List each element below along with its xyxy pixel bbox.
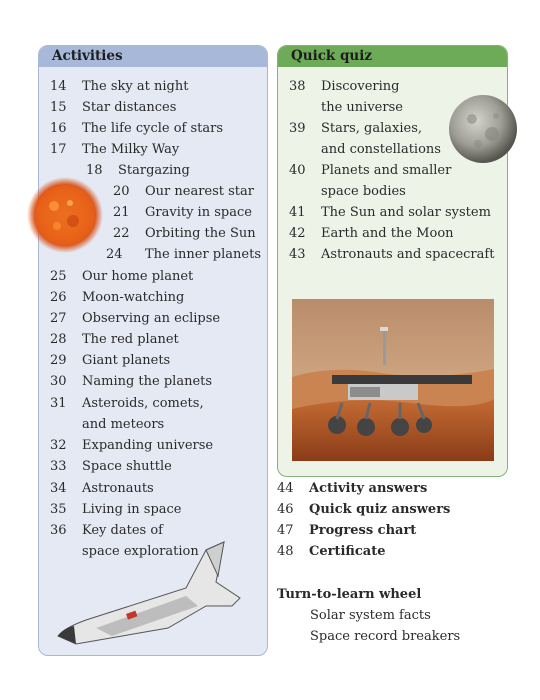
toc-row[interactable]: 43 Astronauts and spacecraft (289, 247, 495, 262)
toc-row[interactable]: 46 Quick quiz answers (277, 502, 451, 517)
toc-row[interactable]: 15 Star distances (50, 100, 177, 115)
toc-row[interactable]: 24 The inner planets (106, 247, 262, 262)
toc-row[interactable]: 16 The life cycle of stars (50, 121, 224, 136)
quick-quiz-header: Quick quiz (278, 46, 507, 67)
toc-row[interactable]: 21 Gravity in space (113, 205, 252, 220)
toc-row[interactable]: 44 Activity answers (277, 481, 428, 496)
toc-row[interactable]: 31 Asteroids, comets, (50, 396, 204, 411)
toc-row-continuation: the universe (321, 100, 403, 115)
toc-row[interactable]: 27 Observing an eclipse (50, 311, 221, 326)
wheel-title: Turn-to-learn wheel (277, 587, 422, 602)
toc-row[interactable]: 33 Space shuttle (50, 459, 172, 474)
toc-row-continuation: space exploration (82, 544, 199, 559)
toc-row[interactable]: 30 Naming the planets (50, 374, 213, 389)
toc-row[interactable]: 17 The Milky Way (50, 142, 180, 157)
toc-row[interactable]: 22 Orbiting the Sun (113, 226, 256, 241)
wheel-item[interactable]: Space record breakers (310, 629, 461, 644)
activities-header: Activities (39, 46, 267, 67)
toc-row-continuation: and constellations (321, 142, 441, 157)
toc-row[interactable]: 32 Expanding universe (50, 438, 214, 453)
toc-row[interactable]: 26 Moon-watching (50, 290, 185, 305)
toc-row-continuation: space bodies (321, 184, 406, 199)
toc-row[interactable]: 40 Planets and smaller (289, 163, 452, 178)
toc-row[interactable]: 47 Progress chart (277, 523, 417, 538)
sun-icon (26, 176, 104, 254)
toc-row[interactable]: 36 Key dates of (50, 523, 163, 538)
space-shuttle-icon (56, 536, 244, 648)
toc-row[interactable]: 14 The sky at night (50, 79, 189, 94)
toc-row-continuation: and meteors (82, 417, 165, 432)
toc-row[interactable]: 39 Stars, galaxies, (289, 121, 422, 136)
toc-row[interactable]: 38 Discovering (289, 79, 400, 94)
toc-row[interactable]: 28 The red planet (50, 332, 179, 347)
toc-row[interactable]: 34 Astronauts (50, 481, 154, 496)
toc-row[interactable]: 20 Our nearest star (113, 184, 254, 199)
toc-row[interactable]: 42 Earth and the Moon (289, 226, 454, 241)
toc-row[interactable]: 18 Stargazing (86, 163, 190, 178)
toc-row[interactable]: 29 Giant planets (50, 353, 171, 368)
toc-row[interactable]: 41 The Sun and solar system (289, 205, 491, 220)
toc-row[interactable]: 35 Living in space (50, 502, 182, 517)
wheel-item[interactable]: Solar system facts (310, 608, 431, 623)
toc-row[interactable]: 48 Certificate (277, 544, 386, 559)
toc-row[interactable]: 25 Our home planet (50, 269, 194, 284)
mars-rover-image (292, 299, 494, 461)
moon-icon (448, 94, 518, 164)
